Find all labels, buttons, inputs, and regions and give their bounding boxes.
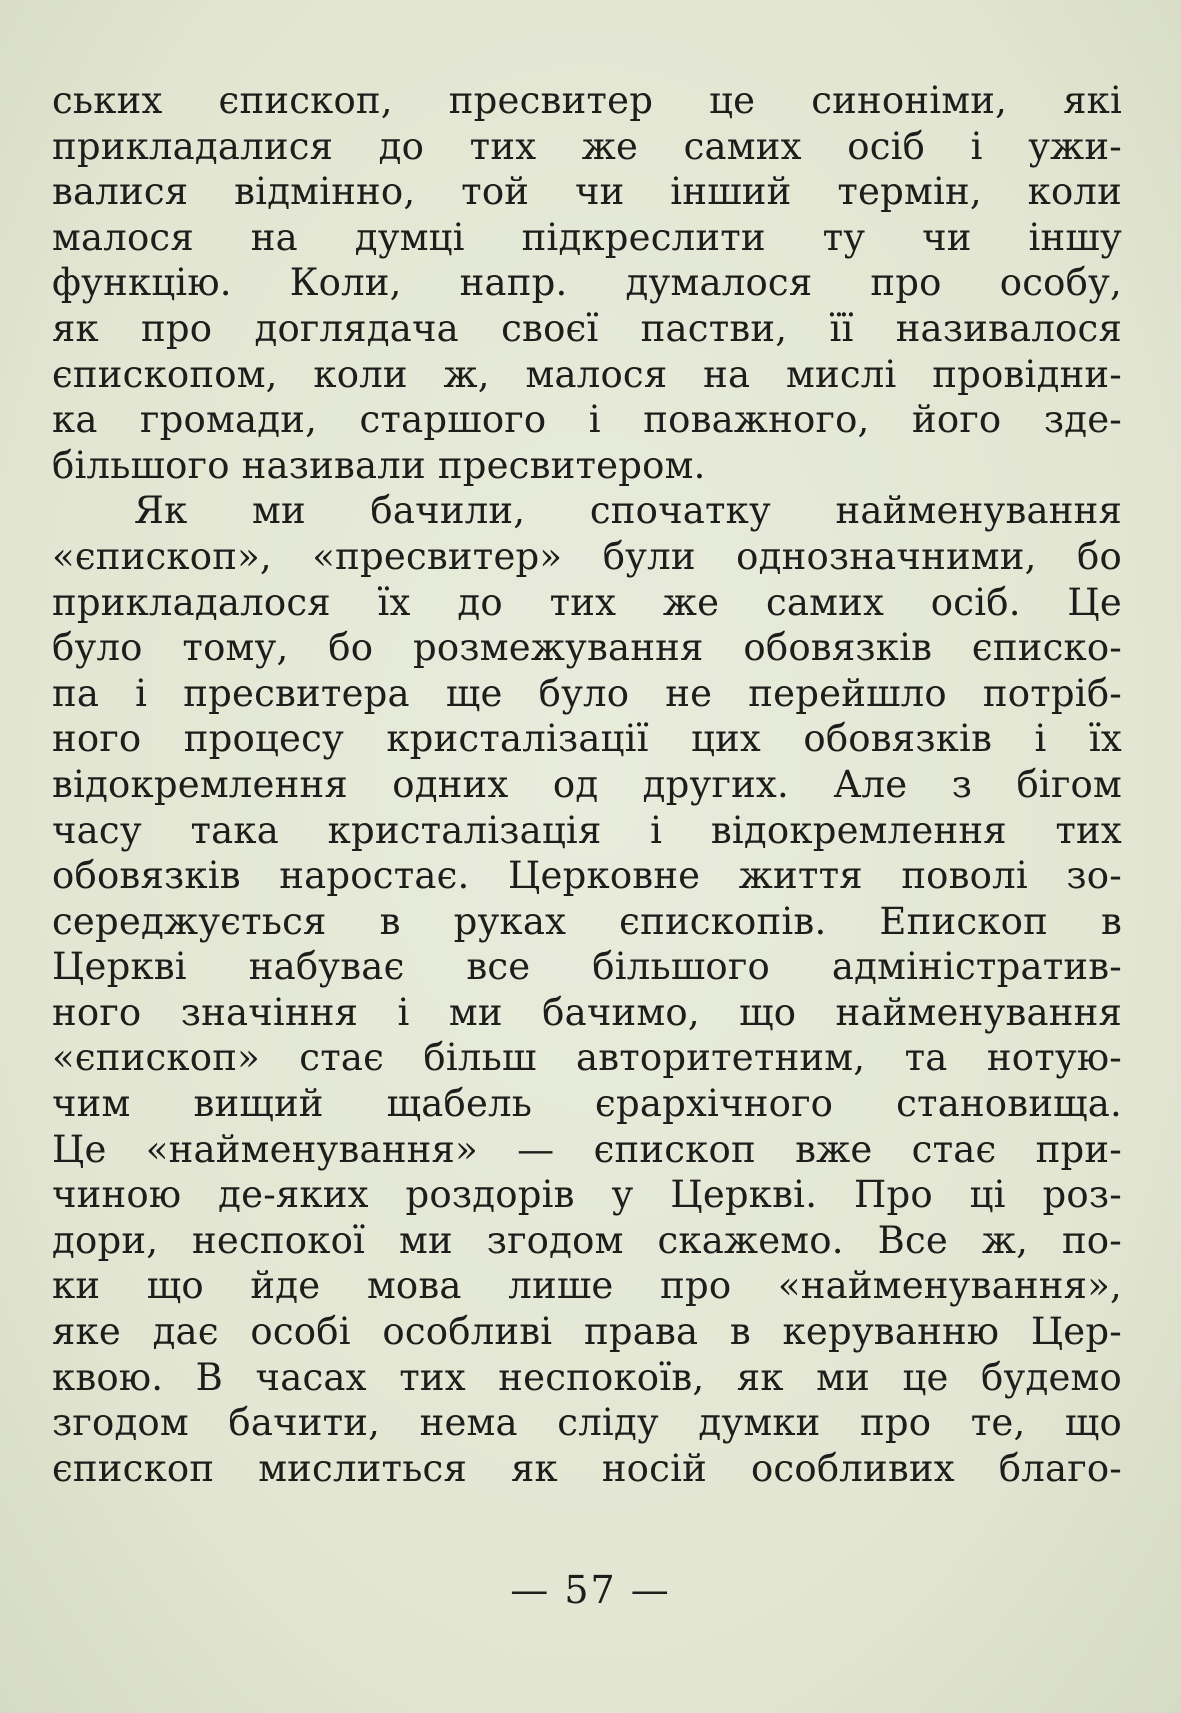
text-line: було тому, бо розмежування обовязків єписко- — [52, 626, 1122, 670]
text-line: валися відмінно, той чи інший термін, коли — [52, 170, 1122, 214]
text-line: квою. В часах тих неспокоїв, як ми це будемо — [52, 1355, 1122, 1399]
text-line: прикладалися до тих же самих осіб і ужи- — [52, 124, 1122, 168]
text-line: «єпископ» стає більш авторитетним, та нотую- — [52, 1036, 1122, 1080]
text-line: дори, неспокої ми згодом скажемо. Все ж, по- — [52, 1218, 1122, 1262]
text-line: функцію. Коли, напр. думалося про особу, — [52, 261, 1122, 305]
text-line: ного значіння і ми бачимо, що найменування — [52, 990, 1122, 1034]
text-line: Як ми бачили, спочатку найменування — [134, 489, 1122, 533]
text-line: середжується в руках єпископів. Епископ в — [52, 899, 1122, 943]
text-line: яке дає особі особливі права в керуванню Цер- — [52, 1310, 1122, 1354]
text-line: па і пресвитера ще було не перейшло потріб- — [52, 671, 1122, 715]
text-line: відокремлення одних од других. Але з бігом — [52, 762, 1122, 806]
text-line: єпископ мислиться як носій особливих благо- — [52, 1446, 1122, 1490]
text-line: ки що йде мова лише про «найменування», — [52, 1264, 1122, 1308]
text-line: Церкві набуває все більшого адміністратив- — [52, 945, 1122, 989]
text-line: часу така кристалізація і відокремлення тих — [52, 808, 1122, 852]
text-line: чиною де-яких роздорів у Церкві. Про ці роз- — [52, 1173, 1122, 1217]
body-text — [52, 78, 1122, 1491]
text-line: «єпископ», «пресвитер» були однозначними, бо — [52, 534, 1122, 578]
text-line: Це «найменування» — єпископ вже стає при- — [52, 1127, 1122, 1171]
page-number: — 57 — — [510, 1568, 671, 1612]
text-line: чим вищий щабель єрархічного становища. — [52, 1082, 1122, 1126]
text-line: згодом бачити, нема сліду думки про те, що — [52, 1401, 1122, 1445]
text-line: ного процесу кристалізації цих обовязків і їх — [52, 717, 1122, 761]
text-line: малося на думці підкреслити ту чи іншу — [52, 215, 1122, 259]
text-line: прикладалося їх до тих же самих осіб. Це — [52, 580, 1122, 624]
text-line: більшого називали пресвитером. — [52, 443, 706, 487]
text-line: ка громади, старшого і поважного, його зде- — [52, 398, 1122, 442]
text-line: як про доглядача своєї пастви, її називалося — [52, 306, 1122, 350]
text-line: єпископом, коли ж, малося на мислі провідни- — [52, 352, 1122, 396]
text-line: ських єпископ, пресвитер це синоніми, які — [52, 79, 1122, 122]
text-line: обовязків наростає. Церковне життя поволі зо- — [52, 854, 1122, 898]
